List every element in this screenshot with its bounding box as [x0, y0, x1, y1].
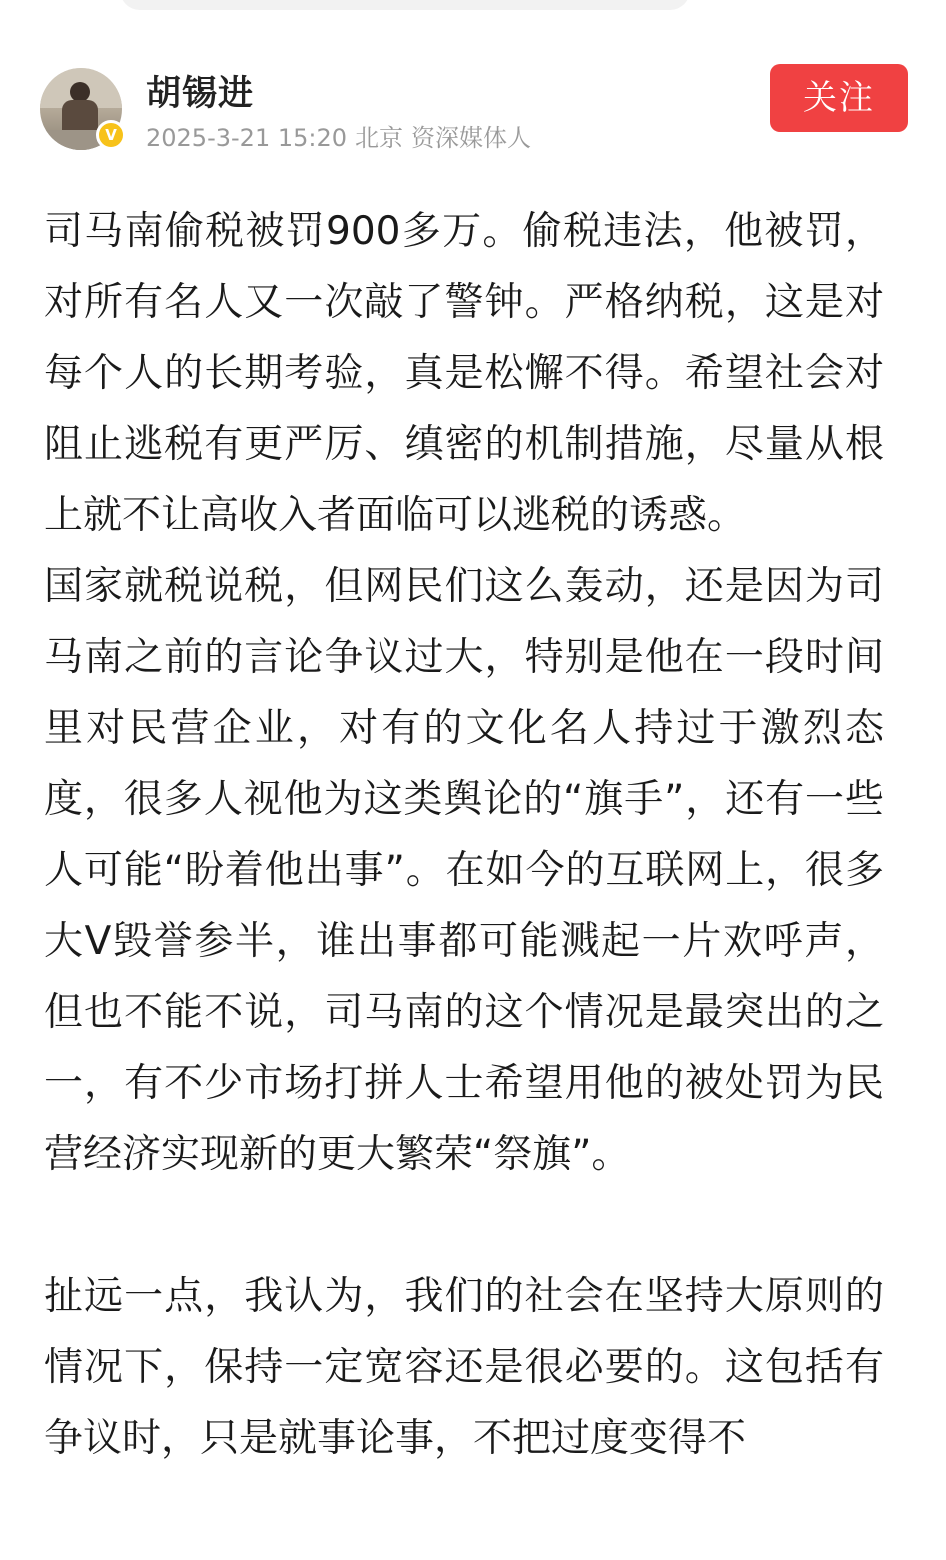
search-bar-remnant[interactable] [120, 0, 690, 10]
paragraph-spacer [44, 1190, 884, 1261]
avatar-person-head [70, 82, 90, 102]
follow-button[interactable]: 关注 [770, 64, 908, 132]
post-meta [146, 118, 539, 153]
verified-badge-icon: V [96, 120, 126, 150]
post-date: 2025-3-21 15:20 [146, 124, 347, 152]
article-paragraph-2: 国家就税说税，但网民们这么轰动，还是因为司马南之前的言论争议过大，特别是他在一段时间里对民营企业，对有的文化名人持过于激烈态度，很多人视他为这类舆论的“旗手”，还有一些人可能“盼着他出事”。在如今的互联网上，很多大V毁誉参半，谁出事都可能溅起一片欢呼声，但也不能不说，司马南的这个情况是最突出的之一，有不少市场打拼人士希望用他的被处罚为民营经济实现新的更大繁荣“祭旗”。 [44, 564, 884, 1177]
author-name[interactable]: 胡锡进 [146, 74, 255, 114]
article-body [44, 196, 884, 1474]
post-header [40, 64, 908, 154]
author-tag: 资深媒体人 [411, 124, 531, 152]
article-paragraph-1: 司马南偷税被罚900多万。偷税违法，他被罚，对所有名人又一次敲了警钟。严格纳税，这是对每个人的长期考验，真是松懈不得。希望社会对阻止逃税有更严厉、缜密的机制措施，尽量从根上就不让高收入者面临可以逃税的诱惑。 [44, 209, 884, 538]
article-paragraph-3: 扯远一点，我认为，我们的社会在坚持大原则的情况下，保持一定宽容还是很必要的。这包括有争议时，只是就事论事，不把过度变得不 [44, 1274, 884, 1461]
post-location: 北京 [355, 124, 403, 152]
avatar-person-body [62, 100, 98, 134]
